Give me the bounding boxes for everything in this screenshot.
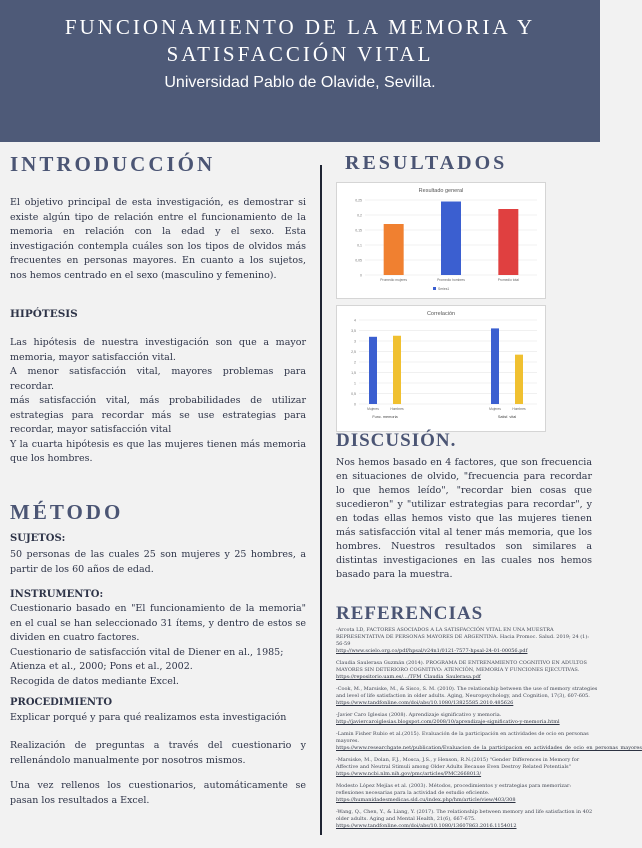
bar [369,337,377,404]
intro-text: El objetivo principal de esta investigación, es demostrar si existe algún tipo de relación entre el funcionamiento de la memoria en relación con la edad y el sexo. Esta investigación contempla cuáles son los tipos de olvidos más frecuentes en personas mayores. En cuanto a los sujetos, nos hemos centrado en el sexo (masculino y femenino). [10,197,306,281]
y-tick-label: 0 [360,273,362,278]
reference-link[interactable]: https://www.tandfonline.com/doi/abs/10.1080/13825585.2010.485626 [336,700,514,706]
bar [515,355,523,404]
intro-heading: INTRODUCCIÓN [10,152,216,176]
instrumento-text: Cuestionario basado en "El funcionamiento de la memoria" en el cual se han seleccionado 31 ítems, y dentro de estos se dividen en cuatro factores. [10,603,306,643]
y-tick-label: 0,15 [355,228,362,233]
y-tick-label: 4 [354,318,356,323]
instrumento-text-2: Cuestionario de satisfacción vital de Diener en al., 1985; Atienza et al., 2000; Pons et al., 2002. [10,646,284,672]
bar [384,224,404,275]
reference-item: -Wang, Q., Chen, Y., & Liang, Y. (2017). The relationship between memory and life satisfaction in 402 older adults. Aging and Mental Health, 21(6), 667-675. https://www.tandfonline.com/doi/abs/10.1080/13607863.2016.1154012 [336,809,593,829]
reference-item: -Javier Caro Iglesias (2008). Aprendizaje significativo y memoria. http://javiercaroiglesias.blogspot.com/2008/10/aprendizaje-significativo-y-memoria.html [336,712,560,725]
references-list [336,627,642,835]
x-tick-label: Hombres [512,407,526,411]
reference-link[interactable]: http://javiercaroiglesias.blogspot.com/2008/10/aprendizaje-significativo-y-memoria.html [336,719,560,725]
legend-label: Series1 [438,287,450,291]
procedimiento-text-2: Realización de preguntas a través del cuestionario y rellenándolo manualmente por nosotros mismos. [10,740,306,766]
y-tick-label: 1,5 [351,371,356,375]
title-line-1: FUNCIONAMIENTO DE LA MEMORIA Y [64,15,536,39]
y-tick-label: 0 [354,402,356,407]
x-tick-label: Promedio total [497,278,519,282]
chart-general [336,182,546,299]
bar [441,202,461,276]
procedimiento-text-3: Una vez rellenos los cuestionarios, automáticamente se pasan los resultados a Excel. [10,780,306,806]
x-tick-label: Promedio hombres [437,278,465,282]
sujetos-heading: SUJETOS: [10,533,66,544]
chart-title: Resultado general [418,188,464,194]
y-tick-label: 0,05 [355,258,362,263]
y-tick-label: 2,5 [351,350,356,354]
instrumento-block [10,602,306,689]
poster-header [0,0,600,142]
chart-general-svg [337,183,545,298]
procedimiento-text: Explicar porqué y para qué realizamos esta investigación [10,712,287,723]
reference-item: -Arcota LD, FACTORES ASOCIADOS A LA SATISFACCIÓN VITAL EN UNA MUESTRA REPRESENTATIVA DE PERSONAS MAYORES DE ARGENTINA. Hacia Promoc. Salud. 2019; 24 (1): 56-59 http://www.scielo.org.co/pdf/hpsal/v24n1/0121-7577-hpsal-24-01-00056.pdf [336,627,589,654]
instrumento-text-3: Recogida de datos mediante Excel. [10,675,179,687]
reference-link[interactable]: https://www.ncbi.nlm.nih.gov/pmc/articles/PMC2668013/ [336,771,482,777]
hipotesis-list [10,336,306,467]
chart-correlacion-svg [337,306,545,431]
chart-correlacion [336,305,546,432]
y-tick-label: 0,5 [351,392,356,396]
x-tick-label: Mujeres [367,407,379,411]
reference-link[interactable]: https://humanidadesmedicas.sld.cu/index.php/hm/article/view/403/308 [336,797,516,803]
legend-swatch [433,287,436,290]
group-label: Func. memoria [372,415,398,419]
procedimiento-heading: PROCEDIMIENTO [10,697,113,708]
reference-link[interactable]: https://www.researchgate.net/publication/Evaluacion_de_la_participacion_en_actividades_de_ocio_en_personas_mayores [336,745,642,751]
metodo-heading: MÉTODO [10,500,124,524]
y-tick-label: 0,25 [355,198,362,203]
bar [491,328,499,404]
sujetos-text: 50 personas de las cuales 25 son mujeres y 25 hombres, a partir de los 60 años de edad. [10,549,306,575]
y-tick-label: 1 [354,381,356,386]
reference-item: -Cook, M., Marsiske, M., & Sisco, S. M. (2010). The relationship between the use of memory strategies and level of life satisfaction in older adults. Aging, Neuropsychology, and Cognition, 17(3), 607-605. https://www.tandfonline.com/doi/abs/10.1080/13825585.2010.485626 [336,686,598,706]
reference-link[interactable]: http://www.scielo.org.co/pdf/hpsal/v24n1/0121-7577-hpsal-24-01-00056.pdf [336,648,528,654]
reference-link[interactable]: https://www.tandfonline.com/doi/abs/10.1080/13607863.2016.1154012 [336,823,517,829]
reference-item: -Lamin Fisher Rubio et al.(2015). Evaluación de la participación en actividades de ocio en personas mayores. https://www.researchgate.net/publication/Evaluacion_de_la_participacion_en_actividades_de_ocio_en_personas_mayores [336,731,642,751]
reference-item: Claudia Saulerasa Guzmán (2014). PROGRAMA DE ENTRENAMIENTO COGNITIVO EN ADULTOS MAYORES SIN DETERIORO COGNITIVO: ATENCIÓN, MEMORIA Y FUNCIONES EJECUTIVAS. https://repositorio.uam.es/.../TFM_Claudia_Saulerasa.pdf [336,660,587,680]
title-line-2: SATISFACCIÓN VITAL [166,42,434,66]
hipotesis-item: A menor satisfacción vital, mayores problemas para recordar. [10,366,306,392]
group-label: Satisf. vital [497,415,517,419]
reference-link[interactable]: https://repositorio.uam.es/.../TFM_Claudia_Saulerasa.pdf [336,674,481,680]
hipotesis-heading: HIPÓTESIS [10,308,78,320]
y-tick-label: 3,5 [351,329,356,333]
instrumento-heading: INSTRUMENTO: [10,589,104,600]
hipotesis-item: Y la cuarta hipótesis es que las mujeres tienen más memoria que los hombres. [10,438,306,464]
reference-item: Modesto López Mejías et al. (2003). Métodos, procedimientos y estrategias para memorizar: reflexiones necesarias para la actividad de estudio eficiente. https://humanidadesmedicas.sld.cu/index.php/hm/article/view/403/308 [336,783,572,803]
discusion-text: Nos hemos basado en 4 factores, que son frecuencia en situaciones de olvido, "frecuencia para recordar lo que hemos leído", "recordar bien cosas que sucedieron" y "utilizar estrategias para recordar", y en todas ellas hemos visto que las mujeres tienen más satisfacción vital al tener más memoria, que los hombres. Nuestros resultados son similares a distintas investigaciones en las cuales nos hemos basado para la muestra. [336,457,592,580]
y-tick-label: 3 [354,339,356,344]
poster-subtitle: Universidad Pablo de Olavide, Sevilla. [164,74,436,91]
x-tick-label: Promedio mujeres [380,278,408,282]
poster-title [0,0,600,68]
y-tick-label: 0,2 [357,213,362,218]
reference-item: -Marsiske, M., Dolan, F.J., Mosca, J.S., y Henson, R.N.(2015) "Gender Differences in Memory for Affective and Neutral Stimuli among Older Adults Because Even Destroy Related Potentials" https://www.ncbi.nlm.nih.gov/pmc/articles/PMC2668013/ [336,757,580,777]
x-tick-label: Hombres [390,407,404,411]
x-tick-label: Mujeres [489,407,501,411]
bar [498,209,518,275]
hipotesis-item: Las hipótesis de nuestra investigación son que a mayor memoria, mayor satisfacción vital. [10,337,306,363]
y-tick-label: 0,1 [357,243,362,248]
bar [393,336,401,404]
referencias-heading: REFERENCIAS [336,603,484,624]
column-divider [320,165,322,835]
resultados-heading: RESULTADOS [345,152,508,174]
hipotesis-item: más satisfacción vital, más probabilidades de utilizar estrategias para recordar más se use estrategias para recordar, mayor satisfacción vital [10,395,306,435]
discusion-heading: DISCUSIÓN. [336,430,457,451]
y-tick-label: 2 [354,360,356,365]
chart-title: Correlación [426,311,456,317]
